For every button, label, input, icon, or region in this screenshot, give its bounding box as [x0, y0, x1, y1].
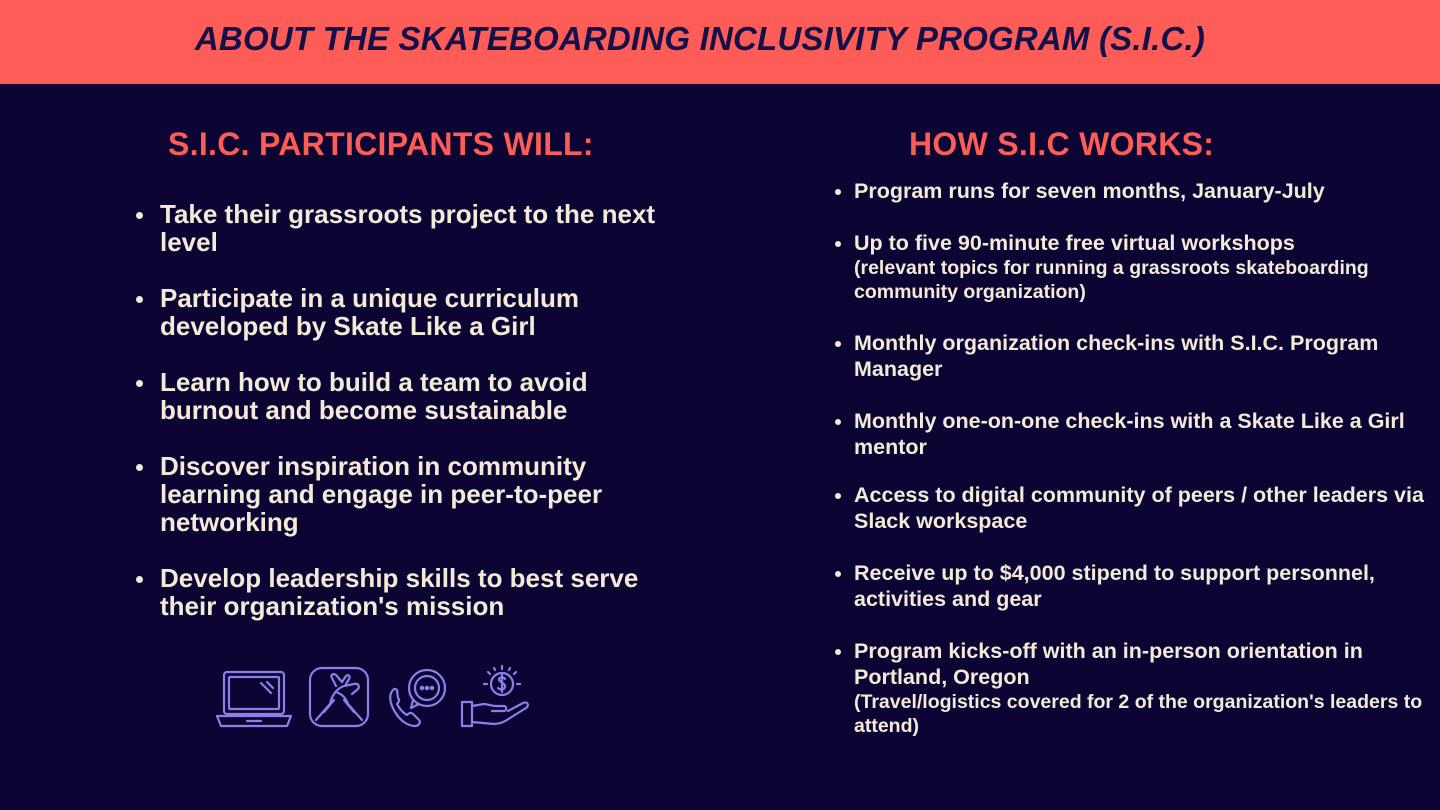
list-item	[854, 230, 1424, 304]
list-item	[854, 560, 1424, 612]
list-item-text: Access to digital community of peers / other leaders via Slack workspace	[854, 483, 1424, 533]
list-item-note: (relevant topics for running a grassroots skateboarding community organization)	[854, 257, 1369, 303]
money-hand-icon	[460, 664, 532, 730]
list-item: Develop leadership skills to best serve their organization's mission	[160, 564, 680, 620]
list-item: Take their grassroots project to the next level	[160, 200, 680, 256]
list-item: Learn how to build a team to avoid burnout and become sustainable	[160, 368, 680, 424]
how-it-works-heading: HOW S.I.C WORKS:	[909, 126, 1215, 162]
list-item-text: Program kicks-off with an in-person orientation in Portland, Oregon	[854, 639, 1363, 689]
list-item-text: Monthly organization check-ins with S.I.C. Program Manager	[854, 331, 1379, 381]
list-item-text: Monthly one-on-one check-ins with a Skate Like a Girl mentor	[854, 409, 1405, 459]
phone-chat-icon	[385, 664, 451, 730]
handshake-icon	[308, 664, 370, 730]
icon-row	[215, 664, 535, 734]
title-banner	[0, 0, 1440, 84]
page-title: ABOUT THE SKATEBOARDING INCLUSIVITY PROGRAM (S.I.C.)	[194, 20, 1206, 57]
list-item-note: (Travel/logistics covered for 2 of the organization's leaders to attend)	[854, 691, 1423, 737]
participants-list	[160, 200, 680, 648]
list-item: Discover inspiration in community learning and engage in peer-to-peer networking	[160, 452, 680, 536]
list-item-text: Program runs for seven months, January-July	[854, 179, 1325, 203]
list-item	[854, 178, 1424, 204]
how-it-works-list	[854, 178, 1424, 738]
list-item	[854, 482, 1424, 534]
list-item-text: Receive up to $4,000 stipend to support personnel, activities and gear	[854, 561, 1375, 611]
list-item	[854, 330, 1424, 382]
list-item	[854, 408, 1424, 460]
list-item	[854, 638, 1424, 738]
list-item-text: Up to five 90-minute free virtual workshops	[854, 231, 1295, 255]
laptop-icon	[215, 664, 293, 730]
list-item: Participate in a unique curriculum developed by Skate Like a Girl	[160, 284, 680, 340]
participants-heading: S.I.C. PARTICIPANTS WILL:	[168, 126, 594, 162]
